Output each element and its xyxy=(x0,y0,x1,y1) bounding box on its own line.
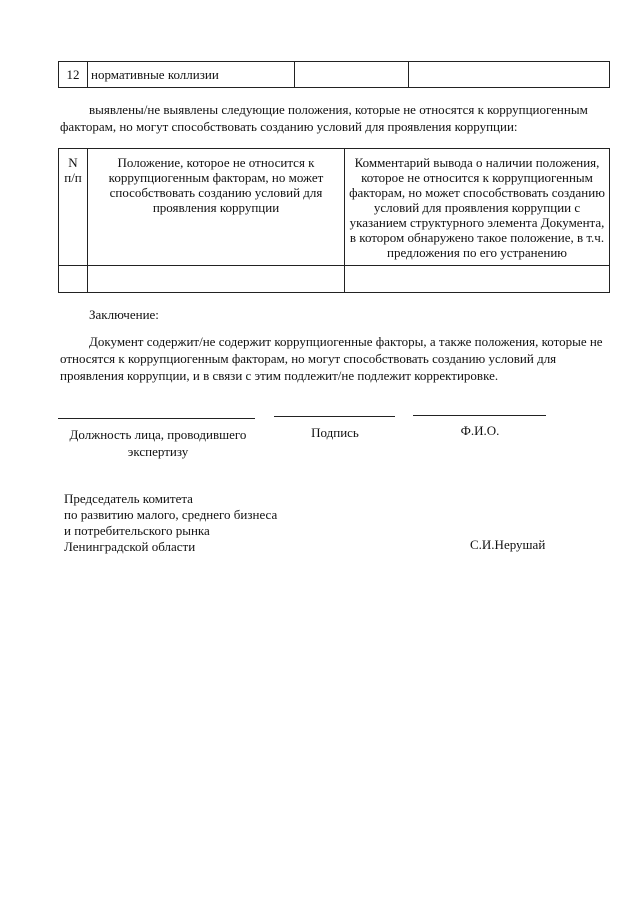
header-comment-line: указанием структурного элемента Документа, xyxy=(349,215,605,230)
header-comment-line: Комментарий вывода о наличии положения, xyxy=(354,155,600,170)
table-row xyxy=(59,266,610,293)
conclusion-paragraph xyxy=(60,333,610,384)
header-position-line: способствовать созданию условий для xyxy=(109,185,323,200)
chairman-title-line-2: по развитию малого, среднего бизнеса xyxy=(64,507,278,522)
name-label: Ф.И.О. xyxy=(460,423,500,438)
signature-label: Подпись xyxy=(311,425,359,440)
header-num-line: п/п xyxy=(64,170,82,185)
header-comment-line: предложения по его устранению xyxy=(386,245,568,260)
header-position-line: коррупциогенным факторам, но может xyxy=(108,170,324,185)
positions-table xyxy=(58,148,610,293)
chairman-name: С.И.Нерушай xyxy=(470,537,546,552)
top-table xyxy=(58,61,610,88)
position-label-line-1: Должность лица, проводившего xyxy=(69,427,247,442)
position-label-line-2: экспертизу xyxy=(127,444,189,459)
chairman-title-line-1: Председатель комитета xyxy=(64,491,193,506)
intro-paragraph xyxy=(60,101,610,135)
name-signature-line xyxy=(413,415,546,416)
row-cell-4 xyxy=(409,62,610,88)
chairman-title-line-4: Ленинградской области xyxy=(64,539,196,554)
header-comment-line: факторам, но может способствовать созданию xyxy=(349,185,605,200)
row-number: 12 xyxy=(59,62,88,88)
chairman-title xyxy=(64,491,277,555)
row-comment xyxy=(345,266,610,293)
conclusion-line-3: проявления коррупции, и в связи с этим подлежит/не подлежит корректировке. xyxy=(60,368,499,383)
header-comment-line: условий для проявления коррупции с xyxy=(373,200,581,215)
header-comment-line: в котором обнаружено такое положение, в т.ч. xyxy=(349,230,605,245)
table-row xyxy=(59,62,610,88)
conclusion-line-1: Документ содержит/не содержит коррупциогенные факторы, а также положения, которые не xyxy=(89,334,603,349)
header-row xyxy=(59,149,610,266)
header-num-line: N xyxy=(68,155,78,170)
signature-line xyxy=(274,416,395,417)
header-position-line: Положение, которое не относится к xyxy=(117,155,315,170)
position-label xyxy=(58,426,258,460)
chairman-title-line-3: и потребительского рынка xyxy=(64,523,210,538)
conclusion-line-2: относятся к коррупциогенным факторам, но могут способствовать созданию условий для xyxy=(60,351,557,366)
header-position-line: проявления коррупции xyxy=(152,200,280,215)
row-position xyxy=(88,266,345,293)
row-num xyxy=(59,266,88,293)
header-num xyxy=(59,149,88,266)
conclusion-label: Заключение: xyxy=(89,307,159,322)
row-cell-3 xyxy=(295,62,409,88)
header-comment xyxy=(345,149,610,266)
header-comment-line: которое не относится к коррупциогенным xyxy=(361,170,593,185)
intro-line-2: факторам, но могут способствовать созданию условий для проявления коррупции: xyxy=(60,119,518,134)
header-position xyxy=(88,149,345,266)
row-label: нормативные коллизии xyxy=(88,62,295,88)
intro-line-1: выявлены/не выявлены следующие положения, которые не относятся к коррупциогенным xyxy=(89,102,588,117)
position-signature-line xyxy=(58,418,255,419)
